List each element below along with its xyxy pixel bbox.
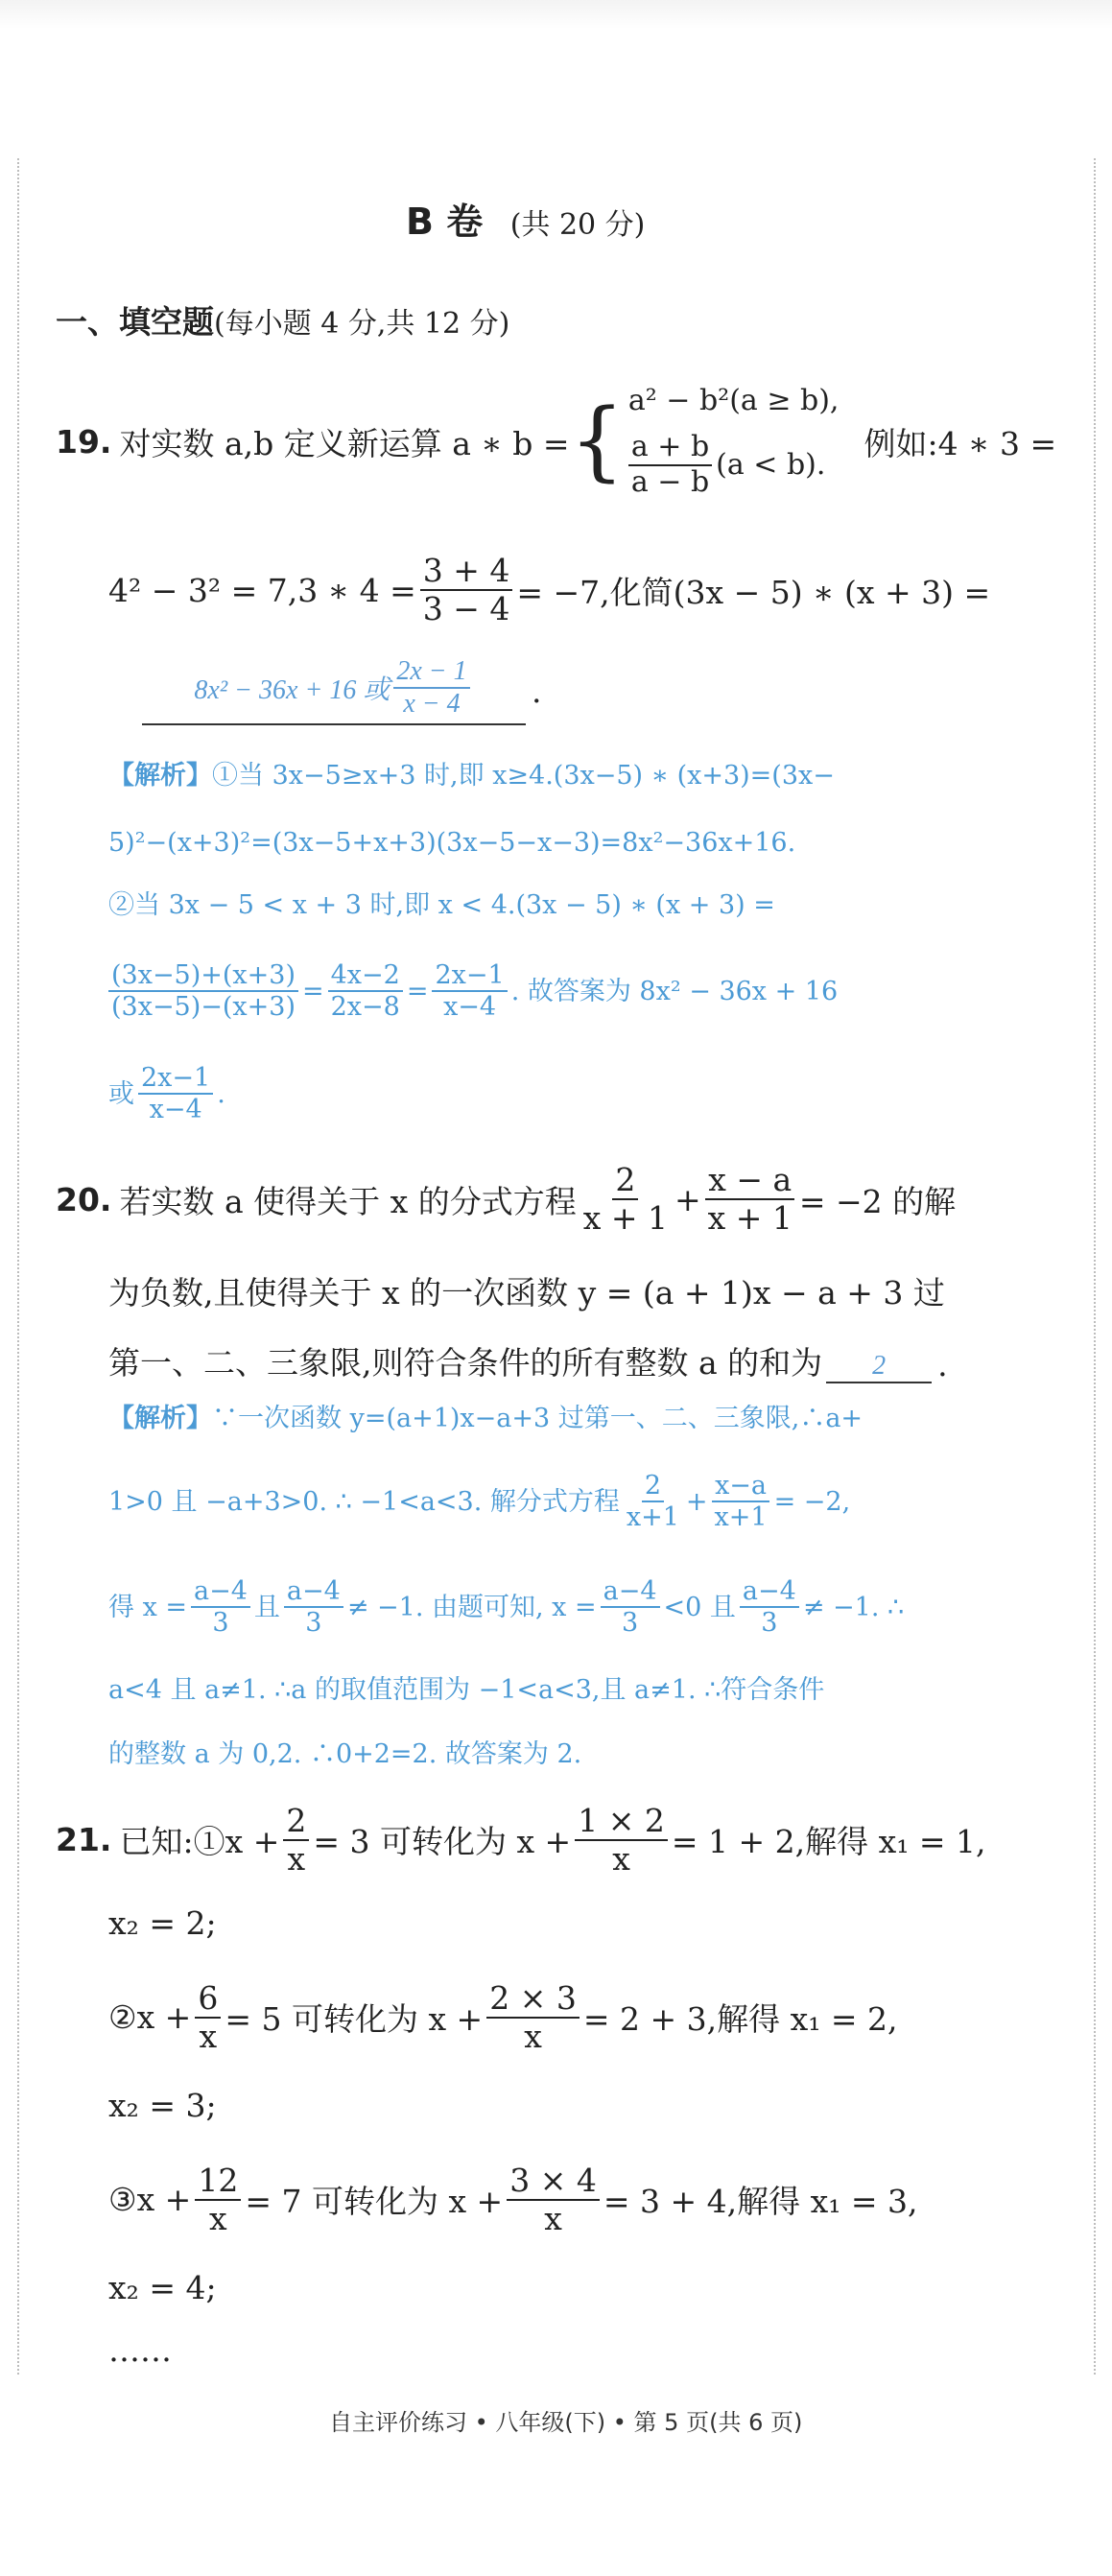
fraction-denominator: 3 — [212, 1608, 229, 1638]
fraction-numerator: a−4 — [740, 1576, 799, 1608]
fraction-numerator: x − a — [705, 1162, 794, 1200]
fraction-numerator: 2 — [283, 1803, 309, 1841]
analysis-label: 【解析】 — [108, 1404, 212, 1433]
q21-text: = 3 + 4,解得 x₁ = 3, — [603, 2183, 918, 2220]
fraction-denominator: 3 — [761, 1608, 778, 1638]
q20-analysis-line5: 的整数 a 为 0,2. ∴0+2=2. 故答案为 2. — [108, 1739, 582, 1769]
q20-analysis-line1 — [108, 1406, 863, 1431]
q21-number: 21. — [56, 1821, 112, 1858]
fraction-numerator: 2x−1 — [432, 960, 507, 992]
analysis-text: . — [217, 1078, 225, 1109]
q19-line2 — [108, 542, 990, 638]
fraction-numerator: 12 — [195, 2162, 241, 2201]
analysis-label: 【解析】 — [108, 761, 212, 791]
case-two-denominator: a − b — [630, 464, 710, 499]
q19-analysis-line5 — [108, 1051, 225, 1137]
q20-analysis-line3 — [108, 1564, 904, 1650]
part-note: (每小题 4 分,共 12 分) — [214, 307, 510, 341]
q19-analysis-line2: 5)²−(x+3)²=(3x−5+x+3)(3x−5−x−3)=8x²−36x+16. — [108, 828, 796, 858]
fraction-denominator: x+1 — [714, 1502, 768, 1532]
q19-example: 例如:4 ∗ 3 = — [864, 424, 1057, 462]
fraction-numerator: 2 × 3 — [486, 1980, 580, 2019]
fraction-denominator: x — [524, 2017, 542, 2055]
fraction-numerator: 3 + 4 — [420, 553, 513, 591]
fraction-denominator: 3 — [305, 1608, 322, 1638]
q19-analysis-line1 — [108, 763, 835, 789]
fraction-denominator: x — [287, 1839, 306, 1878]
section-title: B 卷 — [406, 201, 484, 243]
q20-stem-end: = −2 的解 — [798, 1182, 957, 1220]
q21-text: = 2 + 3,解得 x₁ = 2, — [582, 2000, 898, 2038]
fraction-numerator: 2x−1 — [138, 1063, 213, 1095]
analysis-text: 且 — [253, 1592, 280, 1622]
fraction-numerator: a−4 — [191, 1576, 250, 1608]
plus-sign: + — [685, 1486, 708, 1517]
q21-text: ②x + — [108, 1998, 192, 2036]
part-heading — [56, 297, 509, 343]
fraction-numerator: 2 — [642, 1471, 664, 1502]
fraction-denominator: x+1 — [626, 1502, 679, 1532]
fraction-numerator: a−4 — [284, 1576, 343, 1608]
q21-line2: x₂ = 2; — [108, 1904, 217, 1942]
q21-text: = 7 可转化为 x + — [245, 2183, 504, 2220]
analysis-text: ①当 3x−5≥x+3 时,即 x≥4.(3x−5) ∗ (x+3)=(3x− — [212, 761, 835, 791]
fraction-denominator: x — [209, 2199, 227, 2237]
fraction-denominator: 3 — [621, 1608, 639, 1638]
case-one: a² − b²(a ≥ b), — [627, 384, 840, 417]
q21-line6: x₂ = 4; — [108, 2269, 217, 2306]
analysis-text: = −2, — [773, 1486, 851, 1517]
fraction-denominator: x−4 — [149, 1095, 202, 1124]
fraction-denominator: 3 − 4 — [422, 590, 510, 627]
fraction-numerator: 6 — [195, 1980, 221, 2019]
q19-answer-blank — [142, 656, 526, 725]
fraction-numerator: (3x−5)+(x+3) — [108, 960, 298, 992]
analysis-text: . 故答案为 8x² − 36x + 16 — [510, 976, 839, 1006]
q20-line1 — [56, 1151, 956, 1247]
fraction-denominator: x + 1 — [582, 1199, 668, 1237]
fraction-denominator: x — [544, 2199, 562, 2237]
q21-line5 — [108, 2154, 918, 2245]
case-two-numerator: a + b — [628, 431, 712, 466]
case-two — [628, 431, 840, 499]
q19-analysis-line3: ②当 3x − 5 < x + 3 时,即 x < 4.(3x − 5) ∗ (x + 3) = — [108, 890, 775, 920]
fraction-numerator: 4x−2 — [328, 960, 403, 992]
q21-line3 — [108, 1972, 898, 2063]
fraction-numerator: a−4 — [601, 1576, 660, 1608]
q21-line4: x₂ = 3; — [108, 2087, 217, 2124]
q20-line3-text: 第一、二、三象限,则符合条件的所有整数 a 的和为 — [108, 1344, 823, 1382]
q20-line3 — [108, 1338, 948, 1383]
q21-text: = 1 + 2,解得 x₁ = 1, — [671, 1823, 986, 1860]
case-two-condition: (a < b). — [716, 448, 826, 482]
part-title: 一、填空题 — [56, 303, 214, 341]
analysis-text: ≠ −1. 由题可知, x = — [346, 1592, 597, 1622]
fraction-numerator: 1 × 2 — [575, 1803, 668, 1841]
q19-stem: 对实数 a,b 定义新运算 a ∗ b = — [119, 424, 570, 462]
q19-line2-start: 4² − 3² = 7,3 ∗ 4 = — [108, 571, 416, 609]
q21-text: = 3 可转化为 x + — [313, 1823, 572, 1860]
section-score: (共 20 分) — [509, 208, 646, 242]
fraction-denominator: x−4 — [443, 992, 497, 1022]
analysis-text: 1>0 且 −a+3>0. ∴ −1<a<3. 解分式方程 — [108, 1486, 620, 1517]
q20-analysis-line4: a<4 且 a≠1. ∴a 的取值范围为 −1<a<3,且 a≠1. ∴符合条件 — [108, 1675, 825, 1705]
fraction-denominator: x + 1 — [707, 1199, 793, 1237]
fraction-denominator: 2x−8 — [330, 992, 400, 1022]
equals-sign: = — [406, 976, 429, 1006]
q21-text: 已知:①x + — [119, 1823, 280, 1860]
q19-analysis-line4 — [108, 948, 838, 1034]
section-heading — [406, 192, 645, 245]
equals-sign: = — [302, 976, 324, 1006]
fraction-numerator: x−a — [712, 1471, 769, 1502]
brace: { — [569, 390, 625, 491]
right-margin-line — [1094, 158, 1096, 2375]
q19-answer-period: . — [532, 672, 542, 710]
q19-answer-denominator: x − 4 — [403, 689, 461, 719]
q19-line2-end: = −7,化简(3x − 5) ∗ (x + 3) = — [516, 573, 991, 611]
q20-analysis-line2 — [108, 1458, 850, 1545]
analysis-text: 得 x = — [108, 1592, 188, 1622]
plus-sign: + — [674, 1180, 701, 1218]
analysis-text: 或 — [108, 1078, 134, 1109]
fraction-denominator: x — [612, 1839, 630, 1878]
q19-answer-numerator: 2x − 1 — [393, 656, 469, 689]
fraction-numerator: 2 — [612, 1162, 638, 1200]
q19-answer-line — [142, 648, 542, 734]
analysis-text: ≠ −1. ∴ — [802, 1592, 905, 1622]
q21-text: ③x + — [108, 2181, 192, 2218]
q20-stem: 若实数 a 使得关于 x 的分式方程 — [119, 1182, 577, 1220]
q21-line1 — [56, 1794, 986, 1885]
analysis-text: <0 且 — [663, 1592, 736, 1622]
q19-answer-text: 8x² − 36x + 16 或 — [194, 675, 390, 705]
left-margin-line — [17, 158, 19, 2375]
q20-answer-blank: 2 — [826, 1351, 932, 1383]
q21-ellipsis: …… — [108, 2331, 172, 2369]
q20-number: 20. — [56, 1180, 112, 1218]
q20-line2: 为负数,且使得关于 x 的一次函数 y = (a + 1)x − a + 3 过 — [108, 1274, 945, 1312]
fraction-numerator: 3 × 4 — [507, 2162, 600, 2201]
q21-text: = 5 可转化为 x + — [225, 2000, 484, 2038]
page-footer: 自主评价练习 • 八年级(下) • 第 5 页(共 6 页) — [329, 2409, 803, 2436]
fraction-denominator: (3x−5)−(x+3) — [111, 992, 296, 1022]
piecewise-cases — [628, 384, 840, 499]
top-shadow — [0, 0, 1112, 29]
fraction-denominator: x — [199, 2017, 218, 2055]
analysis-text: ∵一次函数 y=(a+1)x−a+3 过第一、二、三象限,∴a+ — [212, 1404, 864, 1433]
q20-answer-period: . — [937, 1346, 948, 1383]
q19-number: 19. — [56, 422, 112, 461]
q19-line1 — [56, 365, 1056, 518]
